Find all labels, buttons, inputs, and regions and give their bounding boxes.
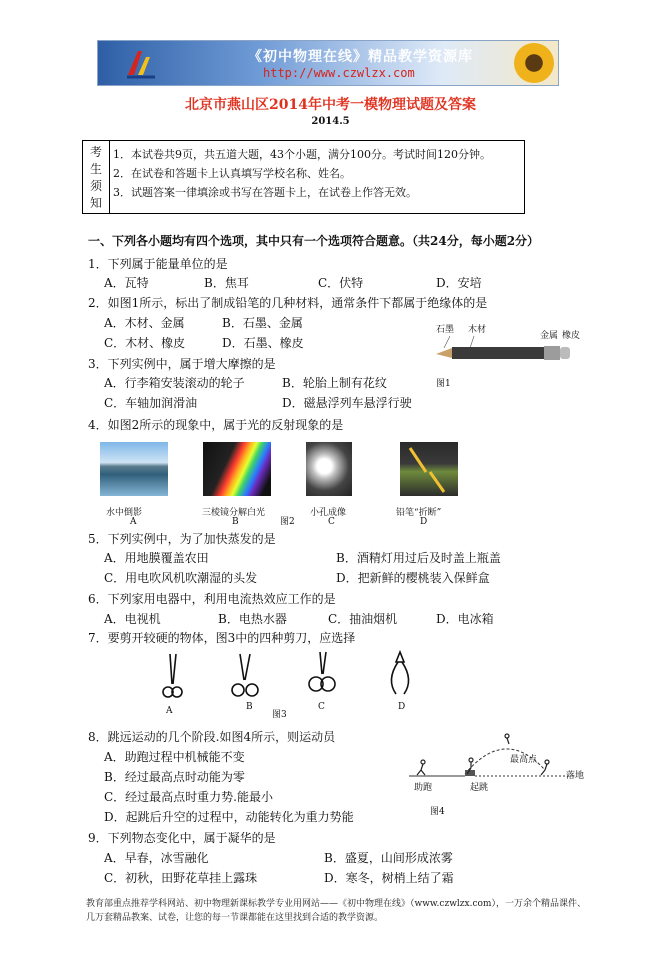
option: D．电冰箱 [436, 612, 494, 626]
fig1-label: 木材 [468, 325, 487, 335]
option: C．经过最高点时重力势.能最小 [104, 790, 273, 804]
fig1-label: 石墨 [436, 325, 455, 335]
option: C．伏特 [318, 276, 364, 290]
option: B．石墨、金属 [222, 316, 303, 330]
question-stem: 7．要剪开较硬的物体，图3中的四种剪刀，应选择 [88, 631, 356, 645]
notice-item: 2．在试卷和答题卡上认真填写学校名称、姓名。 [113, 167, 351, 180]
fig2-caption: 小孔成像 [310, 508, 347, 518]
fig2-letter: A [130, 517, 137, 527]
banner-url[interactable]: http://www.czwlzx.com [263, 66, 415, 80]
fig2-letter: D [420, 517, 428, 527]
photo-water-reflection [100, 442, 168, 496]
footer-note: 教育部重点推荐学科网站、初中物理新课标教学专业用网站——《初中物理在线》（www.czwlzx.com），一万余个精品课件、几万套精品教案、试卷，让您的每一节课都能在这里找到合适的教学资源。 [86, 899, 586, 923]
scissors-icon [232, 654, 258, 696]
option: A．电视机 [104, 612, 161, 626]
exam-notice-box [82, 140, 525, 214]
question-stem: 2．如图1所示，标出了制成铅笔的几种材料，通常条件下都属于绝缘体的是 [88, 296, 488, 310]
fig1-caption: 图1 [436, 379, 451, 389]
fig4-label: 最高点 [510, 755, 538, 765]
option: B．经过最高点时动能为零 [104, 770, 245, 784]
fig3-letter: D [398, 702, 406, 712]
notice-label-char: 须 [90, 179, 103, 193]
option: A．早春，冰雪融化 [104, 851, 209, 865]
option: D．起跳后升空的过程中，动能转化为重力势能 [104, 810, 354, 824]
question-stem: 8．跳远运动的几个阶段.如图4所示，则运动员 [88, 730, 336, 744]
option: C．用电吹风机吹潮湿的头发 [104, 571, 258, 585]
figure-1-pencil [430, 316, 581, 389]
option: B．酒精灯用过后及时盖上瓶盖 [336, 551, 501, 565]
notice-label [83, 141, 110, 213]
header-banner [97, 40, 559, 86]
fig4-caption: 图4 [430, 807, 445, 817]
option: A．助跑过程中机械能不变 [104, 750, 245, 764]
question-stem: 4．如图2所示的现象中，属于光的反射现象的是 [88, 418, 344, 432]
scissors-icon [391, 652, 408, 694]
fig3-letter: C [318, 702, 325, 712]
photo-pinhole-image [306, 442, 352, 496]
scissors-icon [163, 654, 182, 697]
question-stem: 5．下列实例中，为了加快蒸发的是 [88, 532, 276, 546]
figure-3-scissors [160, 650, 420, 710]
option: C．木材、橡皮 [104, 336, 186, 350]
option: C．抽油烟机 [328, 612, 398, 626]
notice-label-char: 考 [90, 145, 103, 159]
fig2-caption: 铅笔“折断” [396, 508, 442, 518]
option: B．电热水器 [218, 612, 287, 626]
notice-label-char: 知 [90, 196, 103, 210]
notice-label-char: 生 [90, 162, 103, 176]
fig3-letter: B [246, 702, 253, 712]
option: C．初秋，田野花草挂上露珠 [104, 871, 258, 885]
option: A．行李箱安装滚动的轮子 [104, 376, 245, 390]
fig2-caption: 三棱镜分解白光 [202, 508, 266, 518]
fig3-letter: A [166, 706, 173, 716]
document-title: 北京市燕山区2014年中考一模物理试题及答案 [185, 97, 476, 113]
question-stem: 6．下列家用电器中，利用电流热效应工作的是 [88, 592, 336, 606]
option: D．安培 [436, 276, 482, 290]
option: C．车轴加润滑油 [104, 396, 198, 410]
section-heading: 一、下列各小题均有四个选项，其中只有一个选项符合题意。（共24分，每小题2分） [88, 234, 540, 248]
notice-item: 1．本试卷共9页，共五道大题，43个小题，满分100分。考试时间120分钟。 [113, 148, 491, 161]
fig2-caption: 水中倒影 [106, 508, 143, 518]
option: D．寒冬，树梢上结了霜 [324, 871, 454, 885]
option: A．用地膜覆盖农田 [104, 551, 209, 565]
document-date: 2014.5 [311, 116, 350, 127]
question-stem: 3．下列实例中，属于增大摩擦的是 [88, 357, 276, 371]
option: A．瓦特 [104, 276, 149, 290]
banner-title: 《初中物理在线》精品教学资源库 [248, 49, 473, 65]
photo-prism-spectrum [203, 442, 271, 496]
option: D．把新鲜的樱桃装入保鲜盒 [336, 571, 490, 585]
option: D．磁悬浮列车悬浮行驶 [282, 396, 412, 410]
pencil-drawing [430, 334, 580, 362]
fig1-label: 金属 [540, 331, 559, 341]
fig4-label: 起跳 [470, 783, 489, 793]
question-stem: 1．下列属于能量单位的是 [88, 257, 228, 271]
option: B．轮胎上制有花纹 [282, 376, 387, 390]
sunflower-image [514, 43, 554, 83]
option: B．焦耳 [204, 276, 249, 290]
question-stem: 9．下列物态变化中，属于凝华的是 [88, 831, 276, 845]
option: A．木材、金属 [104, 316, 185, 330]
fig4-label: 助跑 [414, 783, 433, 793]
fig2-letter: B [232, 517, 239, 527]
fig3-caption: 图3 [272, 710, 287, 720]
scissors-icon [309, 652, 335, 691]
pencil-in-glass-icon [400, 442, 458, 496]
notice-item: 3．试题答案一律填涂或书写在答题卡上，在试卷上作答无效。 [113, 186, 417, 199]
option: D．石墨、橡皮 [222, 336, 304, 350]
option: B．盛夏，山间形成浓雾 [324, 851, 453, 865]
fig2-title: 图2 [280, 517, 295, 527]
photo-bent-pencil [400, 442, 458, 496]
fig1-label: 橡皮 [562, 331, 581, 341]
fig2-letter: C [328, 517, 335, 527]
fig4-label: 落地 [566, 771, 585, 781]
logo-icon [124, 45, 158, 81]
